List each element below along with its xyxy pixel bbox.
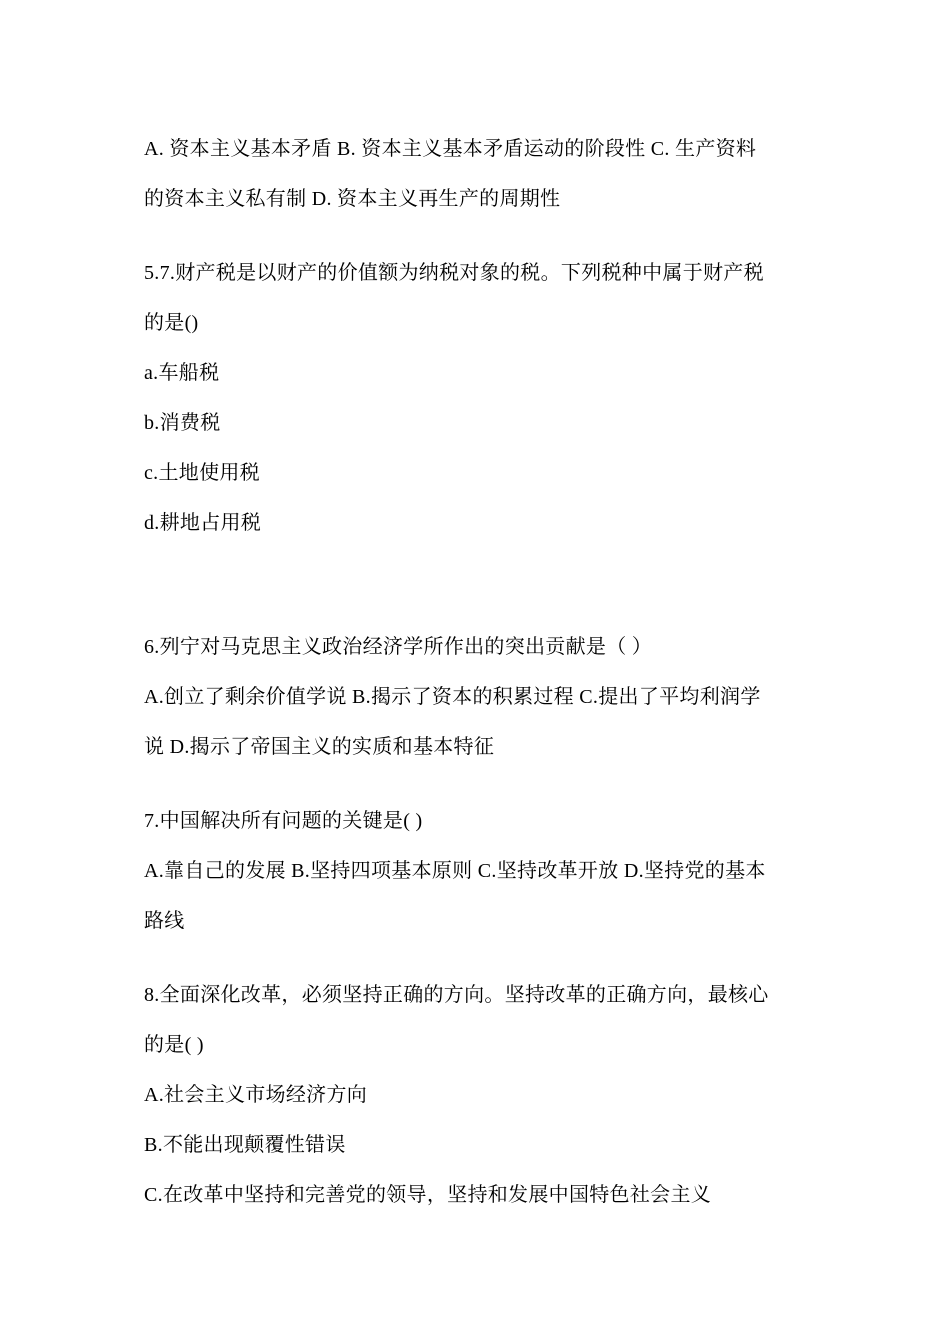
spacer — [144, 946, 812, 970]
q4-options-line-2: 的资本主义私有制 D. 资本主义再生产的周期性 — [144, 188, 561, 210]
q6-options-line-1: A.创立了剩余价值学说 B.揭示了资本的积累过程 C.提出了平均利润学 — [144, 686, 761, 708]
q6-options-line-2: 说 D.揭示了帝国主义的实质和基本特征 — [144, 736, 495, 758]
q5-stem-line-2: 的是() — [144, 312, 199, 334]
q4-options-line-1: A. 资本主义基本矛盾 B. 资本主义基本矛盾运动的阶段性 C. 生产资料 — [144, 138, 757, 160]
spacer — [144, 548, 812, 622]
document-page — [144, 124, 812, 1220]
q8-option-a: A.社会主义市场经济方向 — [144, 1084, 368, 1106]
q5-option-b: b.消费税 — [144, 412, 221, 434]
spacer — [144, 772, 812, 796]
q5-stem-line-1: 5.7.财产税是以财产的价值额为纳税对象的税。下列税种中属于财产税 — [144, 262, 764, 284]
q8-stem-line-1: 8.全面深化改革，必须坚持正确的方向。坚持改革的正确方向，最核心 — [144, 984, 769, 1006]
q7-options-line-1: A.靠自己的发展 B.坚持四项基本原则 C.坚持改革开放 D.坚持党的基本 — [144, 860, 766, 882]
q7-stem: 7.中国解决所有问题的关键是( ) — [144, 810, 423, 832]
q8-stem-line-2: 的是( ) — [144, 1034, 204, 1056]
q5-option-c: c.土地使用税 — [144, 462, 260, 484]
q5-option-d: d.耕地占用税 — [144, 512, 262, 534]
spacer — [144, 224, 812, 248]
q5-option-a: a.车船税 — [144, 362, 220, 384]
q8-option-b: B.不能出现颠覆性错误 — [144, 1134, 346, 1156]
q8-option-c: C.在改革中坚持和完善党的领导，坚持和发展中国特色社会主义 — [144, 1184, 712, 1206]
q6-stem: 6.列宁对马克思主义政治经济学所作出的突出贡献是（ ） — [144, 636, 653, 658]
q7-options-line-2: 路线 — [144, 910, 185, 932]
